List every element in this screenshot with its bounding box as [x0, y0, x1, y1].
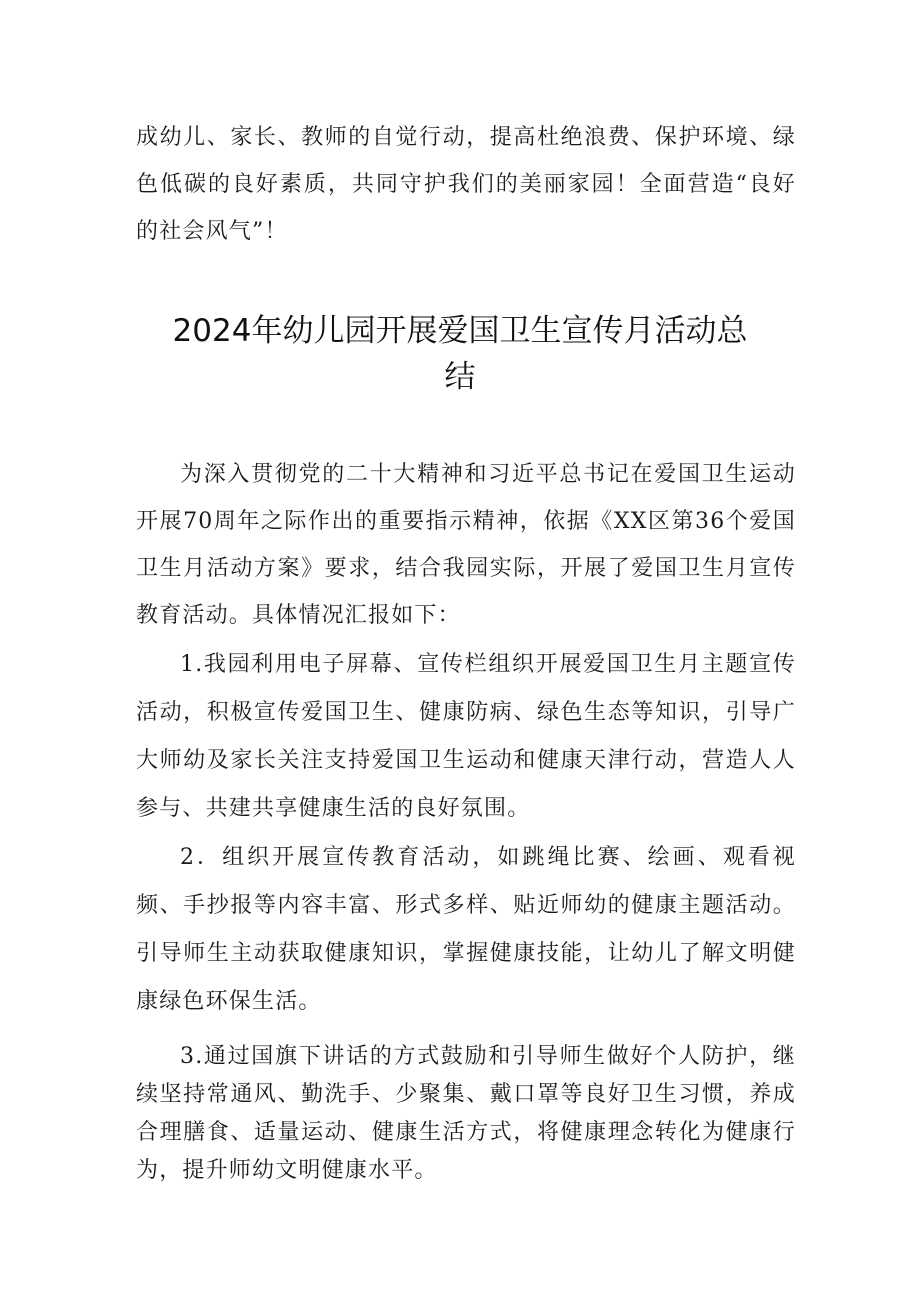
continuation-paragraph: 成幼儿、家长、教师的自觉行动，提高杜绝浪费、保护环境、绿色低碳的良好素质，共同守护我们的美丽家园！全面营造“良好的社会风气”！ — [136, 125, 796, 244]
title-line-2: 结 — [444, 359, 476, 395]
list-item-1: 1.我园利用电子屏幕、宣传栏组织开展爱国卫生月主题宣传活动，积极宣传爱国卫生、健康防病、绿色生态等知识，引导广大师幼及家长关注支持爱国卫生运动和健康天津行动，营造人人参与、共建共享健康生活的良好氛围。 — [136, 652, 796, 821]
document-title — [110, 308, 810, 400]
list-item-3: 3.通过国旗下讲话的方式鼓励和引导师生做好个人防护，继续坚持常通风、勤洗手、少聚集、戴口罩等良好卫生习惯，养成合理膳食、适量运动、健康生活方式，将健康理念转化为健康行为，提升师幼文明健康水平。 — [136, 1044, 796, 1183]
list-item-2: 2．组织开展宣传教育活动，如跳绳比赛、绘画、观看视频、手抄报等内容丰富、形式多样、贴近师幼的健康主题活动。引导师生主动获取健康知识，掌握健康技能，让幼儿了解文明健康绿色环保生活。 — [136, 845, 796, 1014]
intro-paragraph: 为深入贯彻党的二十大精神和习近平总书记在爱国卫生运动开展70周年之际作出的重要指示精神，依据《XX区第36个爱国卫生月活动方案》要求，结合我园实际，开展了爱国卫生月宣传教育活动。具体情况汇报如下： — [136, 462, 796, 628]
title-line-1: 2024年幼儿园开展爱国卫生宣传月活动总 — [172, 313, 748, 349]
